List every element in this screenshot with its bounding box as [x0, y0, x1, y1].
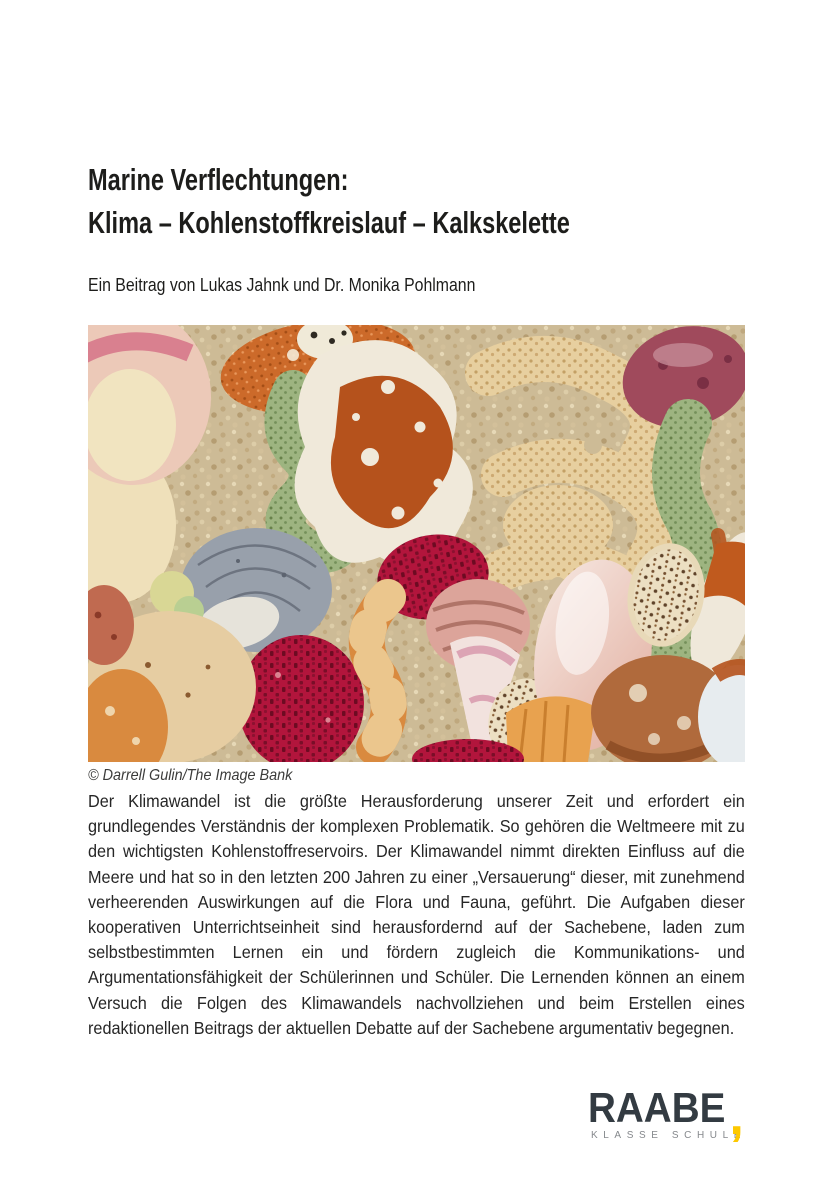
raabe-logo-comma-icon: ,: [729, 1088, 744, 1146]
shells-photo: [88, 325, 745, 785]
raabe-logo-text: RAABE: [588, 1084, 726, 1131]
title-line-1: Marine Verflechtungen:: [88, 162, 349, 197]
intro-paragraph: Der Klimawandel ist die größte Herausforderung unserer Zeit und erfordert ein grundlegendes Verständnis der komplexen Problematik. So gehören die Weltmeere mit zu den wichtigsten Kohlenstoffreservoirs. Der Klimawandel nimmt direkten Einfluss auf die Meere und hat so in den letzten 200 Jahren zu einer „Versauerung“ dieser, mit zunehmend verheerenden Auswirkungen auf die Flora und Fauna, geführt. Die Aufgaben dieser kooperativen Unterrichtseinheit sind herausfordernd auf der Sachebene, laden zum selbstbestimmten Lernen ein und fördern zugleich die Kommunikations- und Argumentationsfähigkeit der Schülerinnen und Schüler. Die Lernenden können an einem Versuch die Folgen des Klimawandels nachvollziehen und beim Erstellen eines redaktionellen Beitrags der aktuellen Debatte auf der Sachebene argumentativ begegnen.: [88, 791, 745, 1038]
raabe-logo: [588, 1084, 748, 1146]
raabe-logo-tagline: KLASSE SCHULE: [591, 1130, 747, 1141]
page-title: [88, 158, 570, 244]
byline: Ein Beitrag von Lukas Jahnk und Dr. Monika Pohlmann: [88, 275, 476, 295]
title-line-2: Klima – Kohlenstoffkreislauf – Kalkskelette: [88, 205, 570, 240]
photo-credit: © Darrell Gulin/The Image Bank: [88, 767, 293, 784]
shells-photo-illustration: [88, 325, 745, 762]
